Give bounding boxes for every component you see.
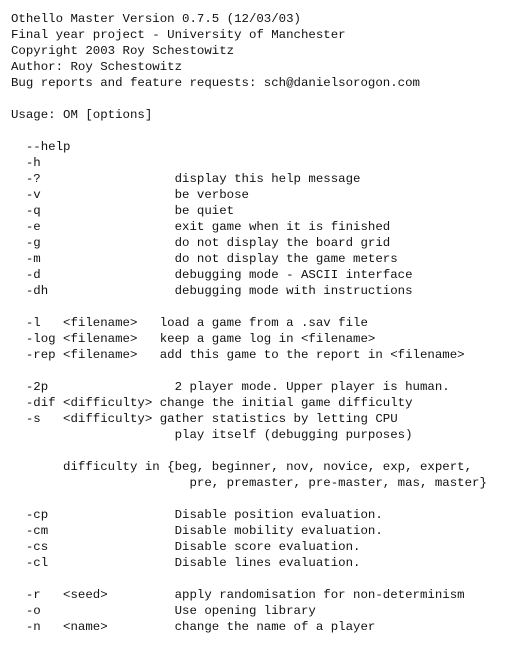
- option-h: -h: [11, 156, 41, 170]
- blank-line: [11, 443, 523, 459]
- option-d: -d debugging mode - ASCII interface: [11, 268, 413, 282]
- blank-line: [11, 299, 523, 315]
- option-s-continued: play itself (debugging purposes): [11, 428, 413, 442]
- option-cm: -cm Disable mobility evaluation.: [11, 524, 383, 538]
- option-n: -n <name> change the name of a player: [11, 620, 376, 634]
- header-line-copyright: Copyright 2003 Roy Schestowitz: [11, 44, 235, 58]
- option-q: -q be quiet: [11, 204, 235, 218]
- option-cp: -cp Disable position evaluation.: [11, 508, 383, 522]
- option-e: -e exit game when it is finished: [11, 220, 391, 234]
- option-v: -v be verbose: [11, 188, 249, 202]
- option-g: -g do not display the board grid: [11, 236, 391, 250]
- option-2p: -2p 2 player mode. Upper player is human.: [11, 380, 450, 394]
- option-log: -log <filename> keep a game log in <filename>: [11, 332, 376, 346]
- difficulty-list-line-2: pre, premaster, pre-master, mas, master}: [11, 476, 487, 490]
- option-rep: -rep <filename> add this game to the report in <filename>: [11, 348, 465, 362]
- option-o: -o Use opening library: [11, 604, 316, 618]
- usage-line: Usage: OM [options]: [11, 108, 153, 122]
- option-s: -s <difficulty> gather statistics by letting CPU: [11, 412, 398, 426]
- option-l: -l <filename> load a game from a .sav file: [11, 316, 368, 330]
- option-cs: -cs Disable score evaluation.: [11, 540, 361, 554]
- header-line-author: Author: Roy Schestowitz: [11, 60, 183, 74]
- option-dh: -dh debugging mode with instructions: [11, 284, 413, 298]
- option-cl: -cl Disable lines evaluation.: [11, 556, 361, 570]
- blank-line: [11, 571, 523, 587]
- option-question: -? display this help message: [11, 172, 361, 186]
- help-text-output: [11, 11, 523, 635]
- blank-line: [11, 363, 523, 379]
- option-help: --help: [11, 140, 71, 154]
- option-m: -m do not display the game meters: [11, 252, 398, 266]
- blank-line: [11, 123, 523, 139]
- header-line-project: Final year project - University of Manchester: [11, 28, 346, 42]
- blank-line: [11, 91, 523, 107]
- option-r: -r <seed> apply randomisation for non-determinism: [11, 588, 465, 602]
- blank-line: [11, 491, 523, 507]
- header-line-title: Othello Master Version 0.7.5 (12/03/03): [11, 12, 301, 26]
- header-line-bug-reports: Bug reports and feature requests: sch@danielsorogon.com: [11, 76, 420, 90]
- difficulty-list-line-1: difficulty in {beg, beginner, nov, novice, exp, expert,: [11, 460, 473, 474]
- option-dif: -dif <difficulty> change the initial game difficulty: [11, 396, 413, 410]
